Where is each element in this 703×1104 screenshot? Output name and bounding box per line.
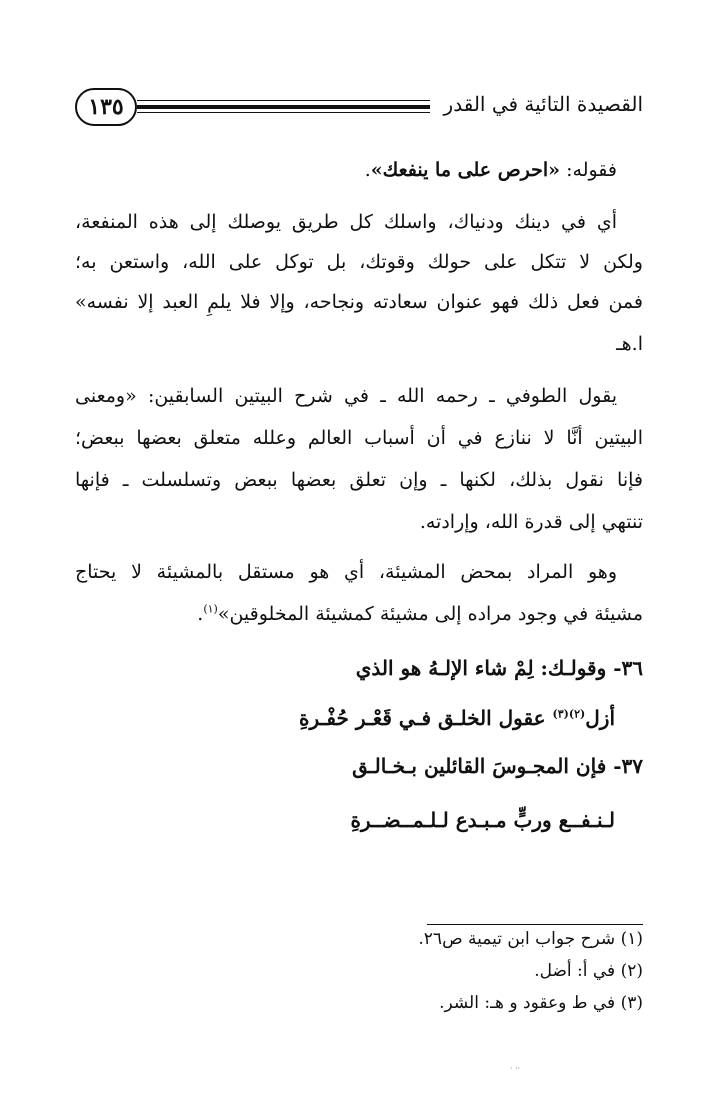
paragraph-1: فقوله: «احرص على ما ينفعك».	[364, 159, 617, 181]
paragraph-line: البيتين أنَّا لا ننازع في أن أسباب العالم وعلله متعلق بعضها ببعض؛	[75, 427, 643, 449]
paragraph-line: مشيئة في وجود مراده إلى مشيئة كمشيئة المخلوقين»$^{(١)}$.	[197, 602, 643, 625]
paragraph-line: أي في دينك ودنياك، واسلك كل طريق يوصلك إلى هذه المنفعة،	[75, 211, 617, 233]
footnote-ref: (٣)	[552, 707, 569, 721]
footnote-2: (٢) في أ: أضل.	[534, 961, 643, 981]
verse-36-second-hemistich: أزل$^{(٢)(٣)}$ عقول الخلـق فـي قَعْـر حُفْـرةِ	[299, 706, 615, 730]
scan-specks: ·· ·	[510, 1064, 521, 1073]
quote-intro: فقوله:	[560, 159, 617, 181]
verse-36-first-hemistich: ٣٦- وقولـك: لِمْ شاء الإلـهُ هو الذي	[355, 656, 643, 680]
running-header	[75, 88, 643, 128]
footnote-ref: (١)	[203, 602, 218, 616]
paragraph-line: فإنا نقول بذلك، لكنها ـ وإن تعلق بعضها ببعض وتسلسلت ـ فإنها	[75, 469, 643, 491]
paragraph-line: وهو المراد بمحض المشيئة، أي هو مستقل بالمشيئة لا يحتاج	[75, 561, 617, 583]
paragraph-line: ولكن لا تتكل على حولك وقوتك، بل توكل على الله، واستعن به؛	[75, 251, 643, 273]
paragraph-line: فمن فعل ذلك فهو عنوان سعادته ونجاحه، وإلا فلا يلمِ العبد إلا نفسه»	[75, 291, 643, 313]
header-rule	[137, 100, 430, 114]
footnote-3: (٣) في ط وعقود و هـ: الشر.	[439, 993, 643, 1013]
paragraph-line: ا.هـ	[616, 333, 643, 355]
footnote-1: (١) شرح جواب ابن تيمية ص٢٦.	[418, 929, 643, 949]
footnote-ref: (٢)	[568, 707, 586, 721]
paragraph-line: يقول الطوفي ـ رحمه الله ـ في شرح البيتين السابقين: «ومعنى	[75, 385, 617, 407]
page-number: ١٣٥	[75, 88, 137, 126]
running-title: القصيدة التائية في القدر	[443, 92, 643, 116]
verse-37-second-hemistich: لـنـفــع وربٍّ مـبـدع لـلـمــضــرةِ	[350, 808, 615, 832]
paragraph-line: تنتهي إلى قدرة الله، وإرادته.	[419, 511, 643, 533]
verse-37-first-hemistich: ٣٧- فإن المجـوسَ القائلين بـخـالـق	[352, 754, 643, 778]
hadith-quote: «احرص على ما ينفعك»	[370, 159, 561, 181]
